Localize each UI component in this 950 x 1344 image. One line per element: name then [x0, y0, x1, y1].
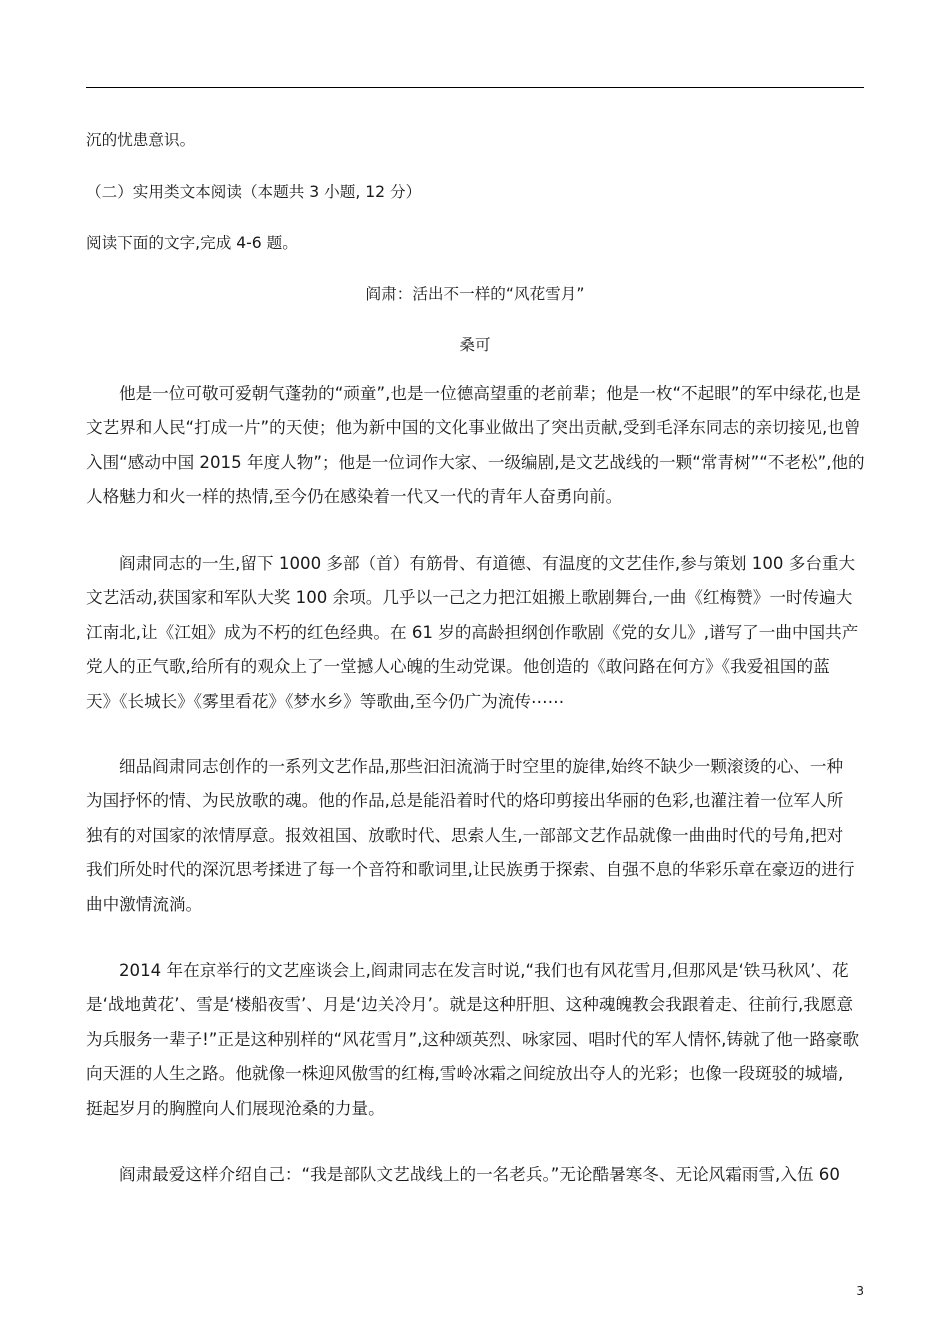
header-rule [86, 87, 864, 88]
paragraph-line: 是‘战地黄花’、雪是‘楼船夜雪’、月是‘边关冷月’。就是这种肝胆、这种魂魄教会我跟着走、往前行,我愿意 [86, 995, 854, 1015]
paragraph-line: 细品阎肃同志创作的一系列文艺作品,那些汩汩流淌于时空里的旋律,始终不缺少一颗滚烫的心、一种 [119, 757, 844, 776]
paragraph-line: 我们所处时代的深沉思考揉进了每一个音符和歌词里,让民族勇于探索、自强不息的华彩乐章在豪迈的进行 [86, 860, 855, 880]
paragraph-2 [86, 547, 864, 719]
paragraph-line: 独有的对国家的浓情厚意。报效祖国、放歌时代、思索人生,一部部文艺作品就像一曲曲时代的号角,把对 [86, 825, 844, 845]
paragraph-line: 文艺活动,获国家和军队大奖 100 余项。几乎以一己之力把江姐搬上歌剧舞台,一曲《红梅赞》一时传遍大 [86, 588, 853, 608]
paragraph-line: 党人的正气歌,给所有的观众上了一堂撼人心魄的生动党课。他创造的《敢问路在何方》《我爱祖国的蓝 [86, 657, 830, 677]
page-number: 3 [856, 1284, 864, 1298]
paragraph-line: 曲中激情流淌。 [86, 894, 203, 914]
paragraph-4 [86, 954, 864, 1126]
paragraph-line: 为国抒怀的情、为民放歌的魂。他的作品,总是能沿着时代的烙印剪接出华丽的色彩,也灌注着一位军人所 [86, 791, 844, 811]
paragraph-line: 阎肃最爱这样介绍自己：“我是部队文艺战线上的一名老兵。”无论酷暑寒冬、无论风霜雨雪,入伍 60 [119, 1165, 840, 1184]
paragraph-line: 天》《长城长》《雾里看花》《梦水乡》等歌曲,至今仍广为流传⋯⋯ [86, 691, 565, 711]
article-title: 阎肃：活出不一样的“风花雪月” [365, 285, 585, 303]
paragraph-line: 人格魅力和火一样的热情,至今仍在感染着一代又一代的青年人奋勇向前。 [86, 487, 623, 507]
paragraph-line: 江南北,让《江姐》成为不朽的红色经典。在 61 岁的高龄担纲创作歌剧《党的女儿》,谱写了一曲中国共产 [86, 622, 859, 642]
paragraph-line: 向天涯的人生之路。他就像一株迎风傲雪的红梅,雪岭冰霜之间绽放出夺人的光彩；也像一段斑驳的城墙, [86, 1064, 844, 1084]
article-author: 桑可 [459, 336, 491, 354]
paragraph-line: 入围“感动中国 2015 年度人物”；他是一位词作大家、一级编剧,是文艺战线的一颗“常青树”“不老松”,他的 [86, 452, 865, 472]
paragraph-1 [86, 377, 864, 515]
paragraph-line: 2014 年在京举行的文艺座谈会上,阎肃同志在发言时说,“我们也有风花雪月,但那风是‘铁马秋风’、花 [119, 961, 849, 980]
paragraph-line: 他是一位可敬可爱朝气蓬勃的“顽童”,也是一位德高望重的老前辈；他是一枚“不起眼”的军中绿花,也是 [119, 384, 861, 403]
intro-line: 沉的忧患意识。 [86, 131, 196, 149]
section-heading: （二）实用类文本阅读（本题共 3 小题, 12 分） [86, 183, 422, 201]
instruction-text: 阅读下面的文字,完成 4-6 题。 [86, 234, 298, 252]
paragraph-3 [86, 750, 864, 922]
paragraph-line: 为兵服务一辈子!”正是这种别样的“风花雪月”,这种颂英烈、咏家园、唱时代的军人情怀,铸就了他一路豪歌 [86, 1029, 860, 1049]
paragraph-line: 文艺界和人民“打成一片”的天使；他为新中国的文化事业做出了突出贡献,受到毛泽东同志的亲切接见,也曾 [86, 418, 861, 438]
paragraph-line: 挺起岁月的胸膛向人们展现沧桑的力量。 [86, 1098, 385, 1118]
paragraph-line: 阎肃同志的一生,留下 1000 多部（首）有筋骨、有道德、有温度的文艺佳作,参与策划 100 多台重大 [119, 554, 856, 573]
paragraph-5 [86, 1158, 864, 1192]
